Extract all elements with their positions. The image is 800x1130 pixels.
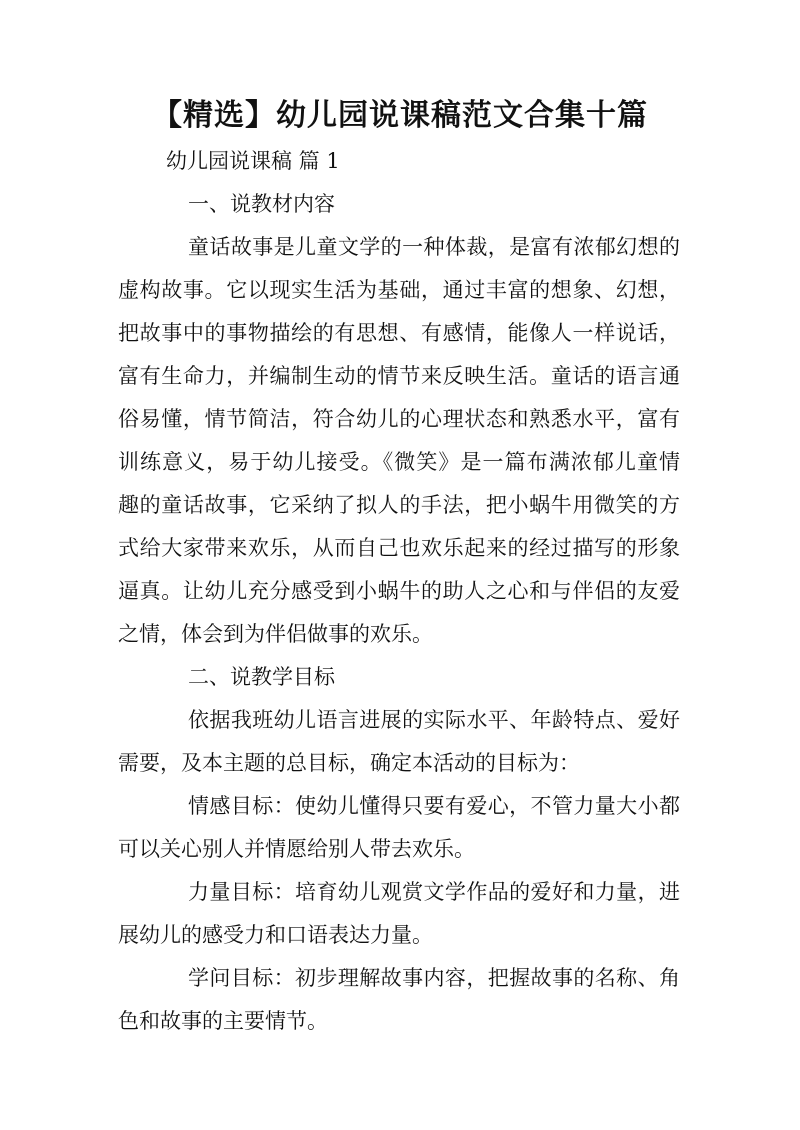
paragraph-line: 需要，及本主题的总目标，确定本活动的目标为： bbox=[118, 751, 580, 775]
goal-knowledge-line: 学问目标：初步理解故事内容，把握故事的名称、角 bbox=[188, 966, 680, 990]
paragraph-line: 依据我班幼儿语言进展的实际水平、年龄特点、爱好 bbox=[188, 708, 680, 732]
paragraph-line: 式给大家带来欢乐，从而自己也欢乐起来的经过描写的形象 bbox=[118, 536, 680, 560]
goal-emotion-line: 可以关心别人并情愿给别人带去欢乐。 bbox=[118, 837, 475, 861]
goal-emotion-line: 情感目标：使幼儿懂得只要有爱心，不管力量大小都 bbox=[188, 794, 680, 818]
document-title: 【精选】幼儿园说课稿范文合集十篇 bbox=[152, 98, 648, 133]
goal-knowledge-line: 色和故事的主要情节。 bbox=[118, 1009, 328, 1033]
goal-ability-line: 力量目标：培育幼儿观赏文学作品的爱好和力量，进 bbox=[188, 880, 680, 904]
section-heading-2: 二、说教学目标 bbox=[188, 665, 335, 689]
paragraph-line: 俗易懂，情节简洁，符合幼儿的心理状态和熟悉水平，富有 bbox=[118, 407, 680, 431]
paragraph-line: 把故事中的事物描绘的有思想、有感情，能像人一样说话， bbox=[118, 321, 680, 345]
paragraph-line: 虚构故事。它以现实生活为基础，通过丰富的想象、幻想， bbox=[118, 278, 680, 302]
paragraph-line: 训练意义，易于幼儿接受。《微笑》是一篇布满浓郁儿童情 bbox=[118, 450, 680, 474]
paragraph-line: 童话故事是儿童文学的一种体裁，是富有浓郁幻想的 bbox=[188, 235, 680, 259]
paragraph-line: 趣的童话故事，它采纳了拟人的手法，把小蜗牛用微笑的方 bbox=[118, 493, 680, 517]
subtitle: 幼儿园说课稿 篇 1 bbox=[166, 149, 340, 173]
paragraph-line: 之情，体会到为伴侣做事的欢乐。 bbox=[118, 622, 433, 646]
section-heading-1: 一、说教材内容 bbox=[188, 192, 335, 216]
paragraph-line: 富有生命力，并编制生动的情节来反映生活。童话的语言通 bbox=[118, 364, 680, 388]
paragraph-line: 逼真。让幼儿充分感受到小蜗牛的助人之心和与伴侣的友爱 bbox=[118, 579, 680, 603]
goal-ability-line: 展幼儿的感受力和口语表达力量。 bbox=[118, 923, 433, 947]
